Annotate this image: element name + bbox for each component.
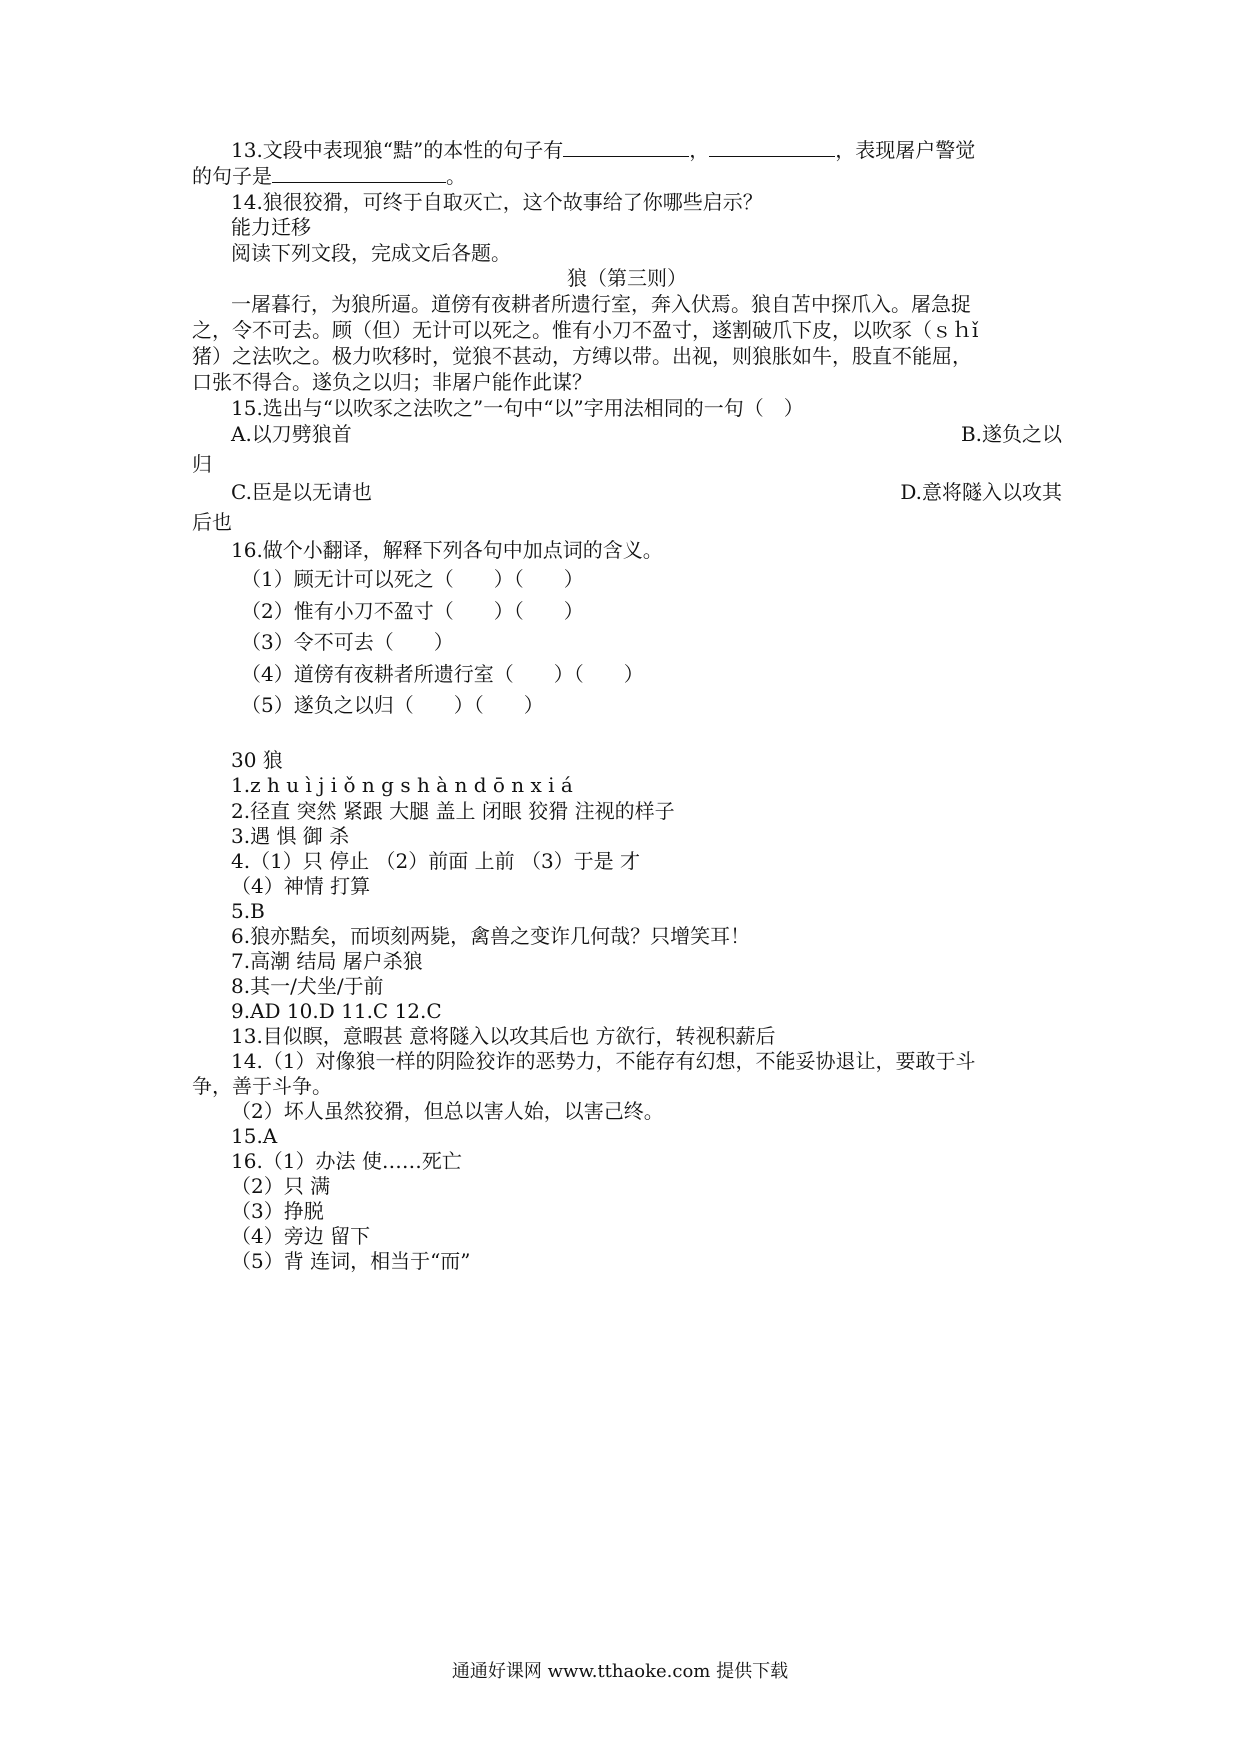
option-d: D.意将隧入以攻其 bbox=[900, 480, 1062, 504]
question-16-item: （1）顾无计可以死之（ ）（ ） bbox=[241, 567, 584, 591]
answer-line: 9.AD 10.D 11.C 12.C bbox=[231, 999, 442, 1023]
option-c: C.臣是以无请也 bbox=[231, 480, 372, 504]
option-b: B.遂负之以 bbox=[960, 422, 1062, 446]
answer-line: 4.（1）只 停止 （2）前面 上前 （3）于是 才 bbox=[231, 849, 641, 873]
question-13-line-1 bbox=[231, 136, 1101, 164]
page-footer: 通通好课网 www.tthaoke.com 提供下载 bbox=[451, 1661, 789, 1682]
answer-line: （2）坏人虽然狡猾，但总以害人始，以害己终。 bbox=[231, 1099, 664, 1123]
answer-line: 13.目似瞑，意暇甚 意将隧入以攻其后也 方欲行，转视积薪后 bbox=[231, 1024, 776, 1048]
punctuation: 。 bbox=[446, 164, 466, 188]
option-a: A.以刀劈狼首 bbox=[231, 422, 352, 446]
answer-blank bbox=[272, 164, 446, 183]
section-title: 能力迁移 bbox=[231, 215, 311, 239]
question-16-item: （3）令不可去（ ） bbox=[241, 630, 454, 654]
answer-line: （4）旁边 留下 bbox=[231, 1224, 371, 1248]
passage-title: 狼（第三则） bbox=[567, 266, 687, 290]
answer-line: 8.其一/犬坐/于前 bbox=[231, 974, 384, 998]
option-b-wrap: 归 bbox=[192, 452, 212, 476]
answer-line: 7.高潮 结局 屠户杀狼 bbox=[231, 949, 423, 973]
answer-line: 3.遇 惧 御 杀 bbox=[231, 824, 350, 848]
option-d-wrap: 后也 bbox=[192, 510, 232, 534]
answer-line: 1.z h u ì j i ǒ n g s h à n d ō n x i á bbox=[231, 773, 573, 797]
question-16-item: （2）惟有小刀不盈寸（ ）（ ） bbox=[241, 599, 584, 623]
question-16-item: （4）道傍有夜耕者所遗行室（ ）（ ） bbox=[241, 662, 644, 686]
question-13-text-end: 的句子是 bbox=[192, 164, 272, 188]
passage-line: 之，令不可去。顾（但）无计可以死之。惟有小刀不盈寸，遂割破爪下皮，以吹豕（ｓｈǐ bbox=[192, 318, 979, 342]
question-16-stem: 16.做个小翻译，解释下列各句中加点词的含义。 bbox=[231, 538, 663, 562]
question-13-text-cont: ，表现屠户警觉 bbox=[835, 138, 976, 162]
answer-line: 争，善于斗争。 bbox=[192, 1074, 332, 1098]
answer-line: （4）神情 打算 bbox=[231, 874, 371, 898]
question-15-stem: 15.选出与“以吹豕之法吹之”一句中“以”字用法相同的一句（ ） bbox=[231, 396, 804, 420]
question-16-item: （5）遂负之以归（ ）（ ） bbox=[241, 693, 544, 717]
passage-line: 猪）之法吹之。极力吹移时，觉狼不甚动，方缚以带。出视，则狼胀如牛，股直不能屈， bbox=[192, 344, 972, 368]
answer-blank bbox=[709, 138, 835, 157]
answer-line: 15.A bbox=[231, 1124, 278, 1148]
answer-line: 6.狼亦黠矣，而顷刻两毙，禽兽之变诈几何哉？只增笑耳！ bbox=[231, 924, 751, 948]
passage-line: 一屠暮行，为狼所逼。道傍有夜耕者所遗行室，奔入伏焉。狼自苫中探爪入。屠急捉 bbox=[231, 292, 971, 316]
instruction-text: 阅读下列文段，完成文后各题。 bbox=[231, 241, 511, 265]
question-13-line-2 bbox=[192, 162, 1062, 190]
answer-line: 5.B bbox=[231, 899, 265, 923]
answer-line: 16.（1）办法 使……死亡 bbox=[231, 1149, 462, 1173]
question-14: 14.狼很狡猾，可终于自取灭亡，这个故事给了你哪些启示？ bbox=[231, 190, 763, 214]
punctuation: ， bbox=[689, 138, 710, 162]
answer-line: （5）背 连词，相当于“而” bbox=[231, 1249, 471, 1273]
answers-title: 30 狼 bbox=[231, 748, 283, 772]
answer-blank bbox=[563, 138, 689, 157]
answer-line: （2）只 满 bbox=[231, 1174, 331, 1198]
passage-line: 口张不得合。遂负之以归；非屠户能作此谋？ bbox=[192, 370, 592, 394]
answer-line: 2.径直 突然 紧跟 大腿 盖上 闭眼 狡猾 注视的样子 bbox=[231, 799, 675, 823]
answer-line: 14.（1）对像狼一样的阴险狡诈的恶势力，不能存有幻想，不能妥协退让，要敢于斗 bbox=[231, 1049, 976, 1073]
question-13-text: 13.文段中表现狼“黠”的本性的句子有 bbox=[231, 138, 564, 162]
answer-line: （3）挣脱 bbox=[231, 1199, 324, 1223]
